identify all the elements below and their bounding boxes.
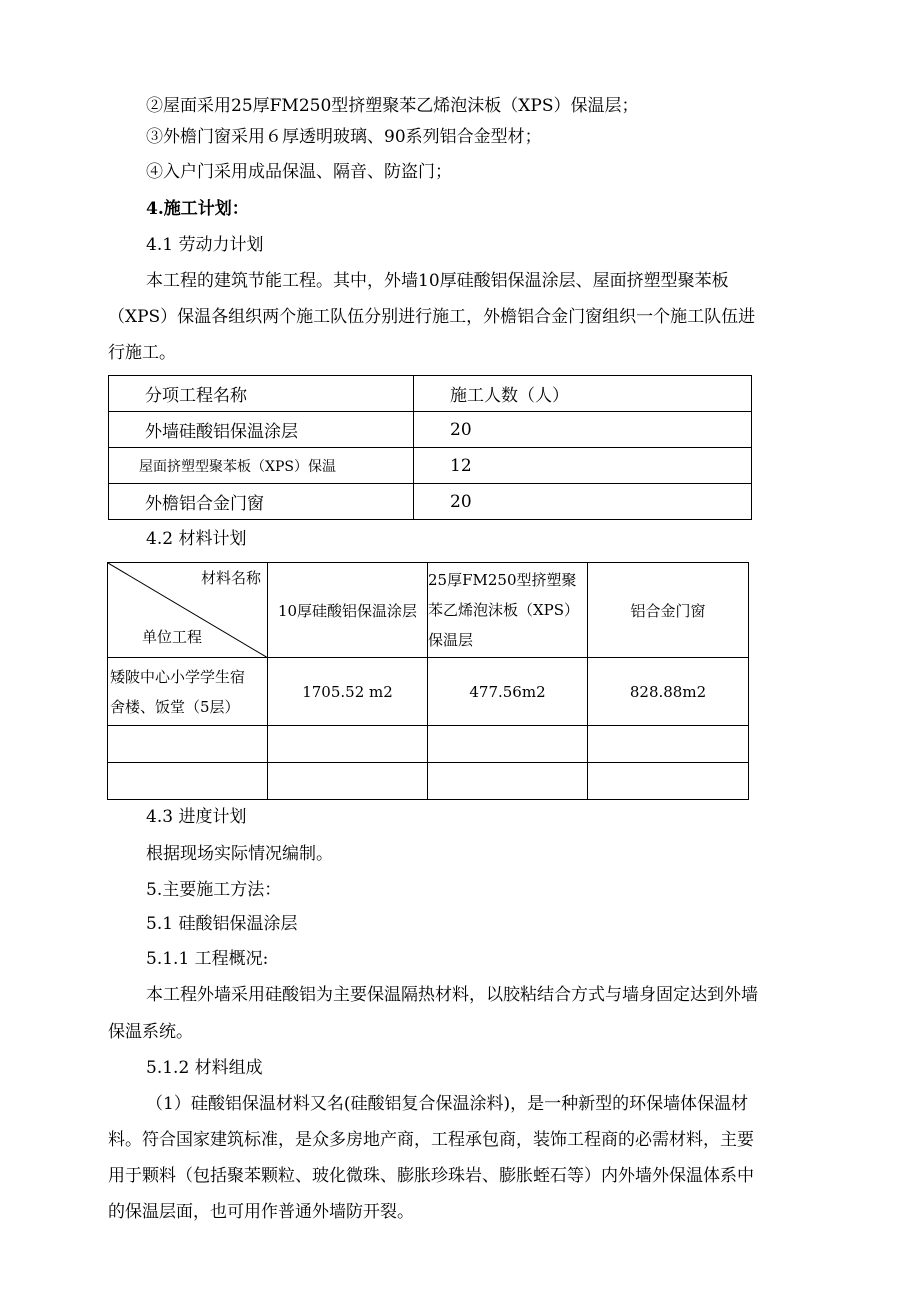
paragraph-windows: ③外檐门窗采用６厚透明玻璃、90系列铝合金型材； [146, 127, 542, 147]
header-line: 25厚FM250型挤塑聚 [428, 571, 577, 589]
table-cell: 20 [414, 412, 752, 448]
paragraph-entry-door: ④入户门采用成品保温、隔音、防盗门； [146, 162, 452, 182]
table-cell: 1705.52 m2 [268, 658, 428, 726]
table-row [108, 763, 749, 800]
table-cell: 477.56m2 [428, 658, 588, 726]
table-row [108, 563, 749, 658]
table-header-cell [428, 563, 588, 658]
labor-table [108, 375, 752, 520]
table-cell: 外檐铝合金门窗 [109, 484, 414, 520]
material-table [107, 562, 749, 800]
table-cell [108, 726, 268, 763]
table-row [109, 484, 752, 520]
paragraph-labor-1: 本工程的建筑节能工程。其中，外墙10厚硅酸铝保温涂层、屋面挤塑型聚苯板 [146, 271, 729, 291]
heading-aluminium-silicate: 5.1 硅酸铝保温涂层 [146, 914, 298, 934]
row-name-line: 矮陂中心小学学生宿 [110, 667, 246, 686]
table-cell [268, 763, 428, 800]
table-row [109, 448, 752, 484]
table-cell: 20 [414, 484, 752, 520]
table-cell [588, 763, 749, 800]
heading-labor-plan: 4.1 劳动力计划 [146, 235, 264, 255]
table-cell: 12 [414, 448, 752, 484]
paragraph-labor-2: （XPS）保温各组织两个施工队伍分别进行施工，外檐铝合金门窗组织一个施工队伍进 [108, 307, 756, 327]
table-header-cell: 铝合金门窗 [588, 563, 749, 658]
paragraph-composition-3: 用于颗料（包括聚苯颗粒、玻化微珠、膨胀珍珠岩、膨胀蛭石等）内外墙外保温体系中 [108, 1166, 754, 1186]
paragraph-roof-insulation: ②屋面采用25厚FM250型挤塑聚苯乙烯泡沫板（XPS）保温层； [146, 96, 639, 116]
heading-main-methods: 5.主要施工方法： [146, 880, 282, 900]
table-row [108, 726, 749, 763]
diagonal-header-cell [108, 563, 268, 658]
table-cell [108, 658, 268, 726]
heading-material-plan: 4.2 材料计划 [146, 529, 247, 549]
paragraph-composition-1: （1）硅酸铝保温材料又名(硅酸铝复合保温涂料)，是一种新型的环保墙体保温材 [146, 1094, 749, 1114]
table-row [109, 376, 752, 412]
corner-label-material: 材料名称 [200, 569, 261, 587]
heading-construction-plan: 4.施工计划： [146, 199, 249, 219]
table-row [108, 658, 749, 726]
table-header-cell: 分项工程名称 [109, 376, 414, 412]
table-cell [428, 763, 588, 800]
header-line: 苯乙烯泡沫板（XPS） [428, 601, 580, 619]
table-cell: 外墙硅酸铝保温涂层 [109, 412, 414, 448]
heading-project-overview: 5.1.1 工程概况: [146, 949, 269, 969]
row-name-line: 舍楼、饭堂（5层） [110, 697, 240, 716]
table-header-cell: 施工人数（人） [414, 376, 752, 412]
heading-material-composition: 5.1.2 材料组成 [146, 1058, 263, 1078]
paragraph-overview-1: 本工程外墙采用硅酸铝为主要保温隔热材料，以胶粘结合方式与墙身固定达到外墙 [146, 985, 758, 1005]
table-cell: 828.88m2 [588, 658, 749, 726]
header-line: 保温层 [428, 631, 474, 649]
paragraph-labor-3: 行施工。 [108, 343, 176, 363]
paragraph-composition-4: 的保温层面，也可用作普通外墙防开裂。 [108, 1202, 414, 1222]
table-header-cell: 10厚硅酸铝保温涂层 [268, 563, 428, 658]
paragraph-composition-2: 料。符合国家建筑标准，是众多房地产商，工程承包商，装饰工程商的必需材料，主要 [108, 1130, 754, 1150]
table-cell [428, 726, 588, 763]
table-cell [588, 726, 749, 763]
paragraph-overview-2: 保温系统。 [108, 1022, 193, 1042]
table-cell [268, 726, 428, 763]
corner-label-unit: 单位工程 [142, 628, 203, 646]
heading-schedule-plan: 4.3 进度计划 [146, 807, 247, 827]
table-row [109, 412, 752, 448]
table-cell [108, 763, 268, 800]
table-cell: 屋面挤塑型聚苯板（XPS）保温 [109, 448, 414, 484]
paragraph-schedule: 根据现场实际情况编制。 [146, 844, 333, 864]
